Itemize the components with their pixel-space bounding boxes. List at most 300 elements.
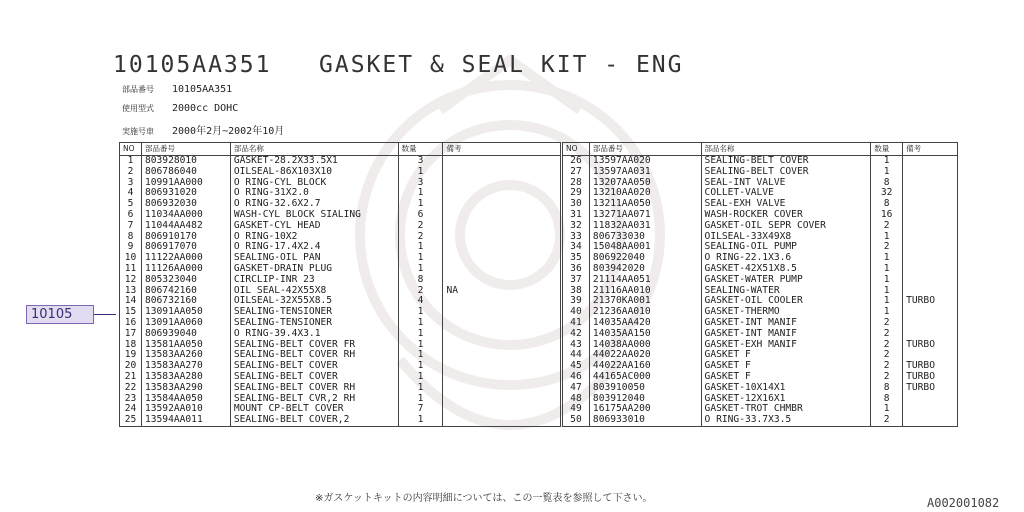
cell-no: 17 xyxy=(120,329,142,340)
table-row xyxy=(120,156,561,167)
cell-qty: 1 xyxy=(871,156,903,167)
cell-remarks xyxy=(903,286,958,297)
cell-part-number: 13597AA031 xyxy=(589,167,701,178)
cell-remarks: NA xyxy=(443,286,561,297)
cell-part-number: 15048AA001 xyxy=(589,242,701,253)
cell-remarks xyxy=(443,242,561,253)
table-row xyxy=(120,253,561,264)
cell-no: 33 xyxy=(563,232,590,243)
cell-no: 37 xyxy=(563,275,590,286)
table-row xyxy=(563,178,958,189)
table-row xyxy=(563,188,958,199)
cell-remarks xyxy=(443,394,561,405)
cell-part-name: OIL SEAL-42X55X8 xyxy=(230,286,398,297)
cell-no: 22 xyxy=(120,383,142,394)
table-row xyxy=(563,350,958,361)
cell-qty: 1 xyxy=(398,329,443,340)
cell-remarks xyxy=(903,275,958,286)
cell-remarks: TURBO xyxy=(903,340,958,351)
cell-part-name: GASKET-INT MANIF xyxy=(701,318,871,329)
cell-qty: 1 xyxy=(871,232,903,243)
cell-no: 19 xyxy=(120,350,142,361)
callout-leader-line xyxy=(94,314,116,315)
cell-part-name: GASKET-DRAIN PLUG xyxy=(230,264,398,275)
cell-no: 42 xyxy=(563,329,590,340)
cell-qty: 1 xyxy=(871,264,903,275)
col-header-part-name: 部品名称 xyxy=(230,143,398,156)
cell-part-name: GASKET F xyxy=(701,361,871,372)
cell-remarks xyxy=(903,404,958,415)
table-row xyxy=(563,156,958,167)
cell-qty: 3 xyxy=(398,178,443,189)
table-row xyxy=(563,307,958,318)
cell-part-number: 803942020 xyxy=(589,264,701,275)
cell-part-number: 13584AA050 xyxy=(141,394,230,405)
parts-table-right xyxy=(562,142,958,427)
cell-part-number: 806786040 xyxy=(141,167,230,178)
cell-part-name: SEALING-BELT CVR,2 RH xyxy=(230,394,398,405)
cell-part-name: SEALING-OIL PAN xyxy=(230,253,398,264)
cell-part-number: 806742160 xyxy=(141,286,230,297)
cell-part-number: 44022AA160 xyxy=(589,361,701,372)
cell-no: 27 xyxy=(563,167,590,178)
cell-qty: 2 xyxy=(871,340,903,351)
cell-qty: 1 xyxy=(871,253,903,264)
table-row xyxy=(120,188,561,199)
cell-part-name: SEALING-OIL PUMP xyxy=(701,242,871,253)
cell-no: 38 xyxy=(563,286,590,297)
cell-no: 13 xyxy=(120,286,142,297)
col-header-part-name: 部品名称 xyxy=(701,143,871,156)
cell-no: 4 xyxy=(120,188,142,199)
cell-qty: 1 xyxy=(398,361,443,372)
cell-remarks xyxy=(903,329,958,340)
table-row xyxy=(563,340,958,351)
cell-remarks: TURBO xyxy=(903,296,958,307)
cell-qty: 7 xyxy=(398,404,443,415)
cell-part-number: 13207AA050 xyxy=(589,178,701,189)
col-header-part-number: 部品番号 xyxy=(141,143,230,156)
cell-qty: 1 xyxy=(398,188,443,199)
table-row xyxy=(120,264,561,275)
col-header-no: NO xyxy=(120,143,142,156)
cell-qty: 1 xyxy=(871,275,903,286)
cell-qty: 1 xyxy=(398,350,443,361)
cell-remarks xyxy=(903,394,958,405)
cell-qty: 2 xyxy=(871,350,903,361)
meta-part-number xyxy=(122,84,232,95)
col-header-part-number: 部品番号 xyxy=(589,143,701,156)
table-row xyxy=(120,350,561,361)
table-row xyxy=(120,307,561,318)
cell-no: 36 xyxy=(563,264,590,275)
cell-part-name: SEALING-BELT COVER RH xyxy=(230,383,398,394)
cell-part-number: 803928010 xyxy=(141,156,230,167)
cell-remarks xyxy=(443,383,561,394)
table-row xyxy=(563,221,958,232)
cell-no: 29 xyxy=(563,188,590,199)
table-row xyxy=(120,415,561,426)
table-row xyxy=(563,383,958,394)
cell-remarks xyxy=(443,372,561,383)
table-row xyxy=(120,404,561,415)
table-row xyxy=(563,275,958,286)
cell-part-number: 13271AA071 xyxy=(589,210,701,221)
cell-part-name: GASKET-OIL COOLER xyxy=(701,296,871,307)
meta-label: 使用型式 xyxy=(122,104,154,113)
cell-part-number: 803912040 xyxy=(589,394,701,405)
cell-remarks xyxy=(443,264,561,275)
cell-part-name: SEALING-BELT COVER xyxy=(701,167,871,178)
cell-qty: 1 xyxy=(398,242,443,253)
cell-qty: 2 xyxy=(398,221,443,232)
cell-no: 20 xyxy=(120,361,142,372)
meta-model xyxy=(122,103,238,114)
cell-qty: 2 xyxy=(871,221,903,232)
cell-part-name: GASKET-INT MANIF xyxy=(701,329,871,340)
cell-qty: 2 xyxy=(871,329,903,340)
cell-no: 45 xyxy=(563,361,590,372)
cell-part-name: SEAL-EXH VALVE xyxy=(701,199,871,210)
table-row xyxy=(563,167,958,178)
cell-remarks: TURBO xyxy=(903,361,958,372)
cell-part-number: 13091AA050 xyxy=(141,307,230,318)
cell-no: 21 xyxy=(120,372,142,383)
cell-part-number: 14035AA420 xyxy=(589,318,701,329)
cell-remarks xyxy=(903,156,958,167)
cell-qty: 2 xyxy=(398,286,443,297)
cell-part-name: GASKET-42X51X8.5 xyxy=(701,264,871,275)
cell-no: 24 xyxy=(120,404,142,415)
cell-part-number: 13583AA270 xyxy=(141,361,230,372)
cell-qty: 2 xyxy=(871,361,903,372)
cell-no: 44 xyxy=(563,350,590,361)
table-row xyxy=(563,232,958,243)
cell-remarks xyxy=(903,415,958,426)
cell-qty: 1 xyxy=(871,307,903,318)
cell-remarks xyxy=(443,361,561,372)
cell-no: 41 xyxy=(563,318,590,329)
cell-qty: 6 xyxy=(398,210,443,221)
cell-part-number: 806932030 xyxy=(141,199,230,210)
cell-remarks xyxy=(443,329,561,340)
cell-part-name: O RING-32.6X2.7 xyxy=(230,199,398,210)
cell-part-name: SEALING-BELT COVER RH xyxy=(230,350,398,361)
cell-part-name: GASKET-TROT CHMBR xyxy=(701,404,871,415)
cell-no: 46 xyxy=(563,372,590,383)
cell-remarks xyxy=(443,232,561,243)
cell-part-number: 44165AC000 xyxy=(589,372,701,383)
cell-remarks xyxy=(903,350,958,361)
col-header-remarks: 備考 xyxy=(443,143,561,156)
cell-part-name: SEALING-TENSIONER xyxy=(230,307,398,318)
table-row xyxy=(563,210,958,221)
table-row xyxy=(120,286,561,297)
cell-part-number: 11832AA031 xyxy=(589,221,701,232)
col-header-qty: 数量 xyxy=(398,143,443,156)
table-row xyxy=(563,404,958,415)
cell-no: 39 xyxy=(563,296,590,307)
table-row xyxy=(120,242,561,253)
cell-part-number: 13581AA050 xyxy=(141,340,230,351)
cell-no: 35 xyxy=(563,253,590,264)
cell-remarks xyxy=(443,307,561,318)
cell-part-name: SEAL-INT VALVE xyxy=(701,178,871,189)
table-header-row xyxy=(563,143,958,156)
table-row xyxy=(120,167,561,178)
cell-qty: 2 xyxy=(871,415,903,426)
cell-qty: 1 xyxy=(398,199,443,210)
cell-part-name: O RING-31X2.0 xyxy=(230,188,398,199)
table-row xyxy=(563,264,958,275)
cell-remarks xyxy=(443,253,561,264)
cell-part-name: O RING-33.7X3.5 xyxy=(701,415,871,426)
cell-part-number: 14035AA150 xyxy=(589,329,701,340)
cell-part-number: 806917070 xyxy=(141,242,230,253)
cell-part-number: 13091AA060 xyxy=(141,318,230,329)
cell-remarks: TURBO xyxy=(903,383,958,394)
cell-qty: 2 xyxy=(871,372,903,383)
cell-remarks xyxy=(443,404,561,415)
cell-part-name: SEALING-BELT COVER,2 xyxy=(230,415,398,426)
cell-no: 15 xyxy=(120,307,142,318)
table-row xyxy=(120,296,561,307)
cell-part-name: O RING-22.1X3.6 xyxy=(701,253,871,264)
document-id: A002001082 xyxy=(927,496,1000,510)
cell-no: 47 xyxy=(563,383,590,394)
cell-qty: 8 xyxy=(871,178,903,189)
cell-qty: 1 xyxy=(398,307,443,318)
cell-part-name: COLLET-VALVE xyxy=(701,188,871,199)
table-row xyxy=(120,383,561,394)
cell-part-name: SEALING-TENSIONER xyxy=(230,318,398,329)
meta-production-period xyxy=(122,122,284,137)
cell-part-number: 806922040 xyxy=(589,253,701,264)
cell-qty: 32 xyxy=(871,188,903,199)
col-header-qty: 数量 xyxy=(871,143,903,156)
cell-no: 6 xyxy=(120,210,142,221)
cell-qty: 8 xyxy=(871,383,903,394)
cell-qty: 2 xyxy=(398,232,443,243)
cell-no: 50 xyxy=(563,415,590,426)
cell-part-name: OILSEAL-32X55X8.5 xyxy=(230,296,398,307)
cell-qty: 1 xyxy=(871,404,903,415)
cell-part-number: 44022AA020 xyxy=(589,350,701,361)
cell-qty: 4 xyxy=(398,296,443,307)
footnote: ※ガスケットキットの内容明細については、この一覧表を参照して下さい。 xyxy=(315,493,653,504)
cell-qty: 1 xyxy=(398,264,443,275)
cell-remarks xyxy=(443,210,561,221)
cell-no: 7 xyxy=(120,221,142,232)
cell-part-name: GASKET F xyxy=(701,372,871,383)
cell-no: 16 xyxy=(120,318,142,329)
cell-qty: 16 xyxy=(871,210,903,221)
cell-part-number: 803910050 xyxy=(589,383,701,394)
cell-part-number: 806732160 xyxy=(141,296,230,307)
cell-part-number: 13583AA290 xyxy=(141,383,230,394)
cell-remarks xyxy=(903,253,958,264)
cell-remarks xyxy=(443,178,561,189)
table-row xyxy=(563,372,958,383)
cell-part-number: 13583AA280 xyxy=(141,372,230,383)
cell-qty: 1 xyxy=(398,318,443,329)
cell-part-number: 16175AA200 xyxy=(589,404,701,415)
table-header-row xyxy=(120,143,561,156)
cell-no: 40 xyxy=(563,307,590,318)
cell-remarks xyxy=(903,167,958,178)
cell-qty: 1 xyxy=(398,372,443,383)
table-row xyxy=(120,178,561,189)
table-row xyxy=(120,318,561,329)
meta-value: 10105AA351 xyxy=(172,84,233,95)
cell-remarks xyxy=(903,318,958,329)
cell-part-name: OILSEAL-33X49X8 xyxy=(701,232,871,243)
cell-remarks xyxy=(443,340,561,351)
cell-part-number: 805323040 xyxy=(141,275,230,286)
cell-part-name: GASKET-CYL HEAD xyxy=(230,221,398,232)
cell-remarks xyxy=(443,275,561,286)
cell-part-number: 806910170 xyxy=(141,232,230,243)
cell-remarks xyxy=(443,156,561,167)
cell-part-name: O RING-39.4X3.1 xyxy=(230,329,398,340)
cell-remarks xyxy=(443,318,561,329)
cell-part-number: 13211AA050 xyxy=(589,199,701,210)
cell-part-number: 806733030 xyxy=(589,232,701,243)
cell-part-number: 13594AA011 xyxy=(141,415,230,426)
cell-no: 30 xyxy=(563,199,590,210)
cell-part-name: GASKET-THERMO xyxy=(701,307,871,318)
cell-part-name: SEALING-BELT COVER xyxy=(230,361,398,372)
meta-value: 2000年2月~2002年10月 xyxy=(172,126,285,137)
table-row xyxy=(563,199,958,210)
cell-no: 2 xyxy=(120,167,142,178)
table-row xyxy=(120,372,561,383)
cell-part-number: 11126AA000 xyxy=(141,264,230,275)
table-row xyxy=(120,221,561,232)
cell-no: 9 xyxy=(120,242,142,253)
cell-remarks xyxy=(903,188,958,199)
cell-qty: 1 xyxy=(871,296,903,307)
cell-remarks xyxy=(443,188,561,199)
cell-part-name: GASKET F xyxy=(701,350,871,361)
cell-qty: 1 xyxy=(398,340,443,351)
cell-part-name: MOUNT CP-BELT COVER xyxy=(230,404,398,415)
cell-part-name: GASKET-12X16X1 xyxy=(701,394,871,405)
cell-no: 12 xyxy=(120,275,142,286)
table-row xyxy=(563,253,958,264)
part-callout-label[interactable]: 10105 xyxy=(26,305,94,324)
meta-label: 実施号車 xyxy=(122,127,154,136)
cell-qty: 2 xyxy=(871,242,903,253)
cell-qty: 1 xyxy=(398,253,443,264)
cell-no: 26 xyxy=(563,156,590,167)
table-row xyxy=(563,415,958,426)
cell-part-name: GASKET-WATER PUMP xyxy=(701,275,871,286)
cell-no: 31 xyxy=(563,210,590,221)
table-row xyxy=(120,199,561,210)
cell-part-name: SEALING-WATER xyxy=(701,286,871,297)
cell-qty: 1 xyxy=(398,394,443,405)
cell-part-name: O RING-CYL BLOCK xyxy=(230,178,398,189)
cell-remarks xyxy=(903,232,958,243)
col-header-remarks: 備考 xyxy=(903,143,958,156)
cell-part-name: WASH-CYL BLOCK SIALING xyxy=(230,210,398,221)
page-title: 10105AA351 GASKET & SEAL KIT - ENG xyxy=(113,52,684,78)
cell-remarks xyxy=(443,415,561,426)
cell-no: 32 xyxy=(563,221,590,232)
table-row xyxy=(120,275,561,286)
cell-qty: 1 xyxy=(871,286,903,297)
cell-part-number: 21236AA010 xyxy=(589,307,701,318)
cell-part-name: GASKET-OIL SEPR COVER xyxy=(701,221,871,232)
cell-no: 1 xyxy=(120,156,142,167)
cell-remarks xyxy=(903,210,958,221)
cell-no: 3 xyxy=(120,178,142,189)
cell-part-name: SEALING-BELT COVER xyxy=(230,372,398,383)
cell-qty: 1 xyxy=(871,167,903,178)
cell-part-number: 10991AA000 xyxy=(141,178,230,189)
table-row xyxy=(120,329,561,340)
cell-part-name: SEALING-BELT COVER xyxy=(701,156,871,167)
cell-remarks xyxy=(443,221,561,232)
cell-remarks xyxy=(443,167,561,178)
cell-qty: 8 xyxy=(871,394,903,405)
cell-no: 48 xyxy=(563,394,590,405)
table-row xyxy=(563,318,958,329)
cell-part-number: 806933010 xyxy=(589,415,701,426)
cell-part-name: CIRCLIP-INR 23 xyxy=(230,275,398,286)
cell-qty: 2 xyxy=(871,318,903,329)
cell-qty: 8 xyxy=(398,275,443,286)
cell-qty: 1 xyxy=(398,167,443,178)
cell-part-name: O RING-17.4X2.4 xyxy=(230,242,398,253)
cell-part-number: 11044AA482 xyxy=(141,221,230,232)
table-row xyxy=(563,296,958,307)
cell-no: 25 xyxy=(120,415,142,426)
cell-remarks xyxy=(443,199,561,210)
cell-qty: 1 xyxy=(398,383,443,394)
table-row xyxy=(563,329,958,340)
cell-remarks xyxy=(903,242,958,253)
cell-part-number: 806931020 xyxy=(141,188,230,199)
cell-part-number: 13210AA020 xyxy=(589,188,701,199)
cell-no: 10 xyxy=(120,253,142,264)
table-row xyxy=(120,394,561,405)
cell-part-number: 806939040 xyxy=(141,329,230,340)
cell-no: 49 xyxy=(563,404,590,415)
cell-part-number: 11034AA000 xyxy=(141,210,230,221)
cell-part-number: 21116AA010 xyxy=(589,286,701,297)
parts-table-left xyxy=(119,142,561,427)
cell-part-number: 11122AA000 xyxy=(141,253,230,264)
cell-remarks xyxy=(443,350,561,361)
cell-part-name: WASH-ROCKER COVER xyxy=(701,210,871,221)
cell-part-number: 14038AA000 xyxy=(589,340,701,351)
cell-part-name: GASKET-EXH MANIF xyxy=(701,340,871,351)
table-row xyxy=(120,361,561,372)
table-row xyxy=(120,210,561,221)
cell-no: 14 xyxy=(120,296,142,307)
cell-remarks xyxy=(903,221,958,232)
cell-no: 11 xyxy=(120,264,142,275)
table-row xyxy=(563,242,958,253)
cell-part-name: SEALING-BELT COVER FR xyxy=(230,340,398,351)
cell-no: 28 xyxy=(563,178,590,189)
cell-no: 43 xyxy=(563,340,590,351)
cell-remarks xyxy=(903,199,958,210)
table-row xyxy=(120,340,561,351)
cell-qty: 8 xyxy=(871,199,903,210)
